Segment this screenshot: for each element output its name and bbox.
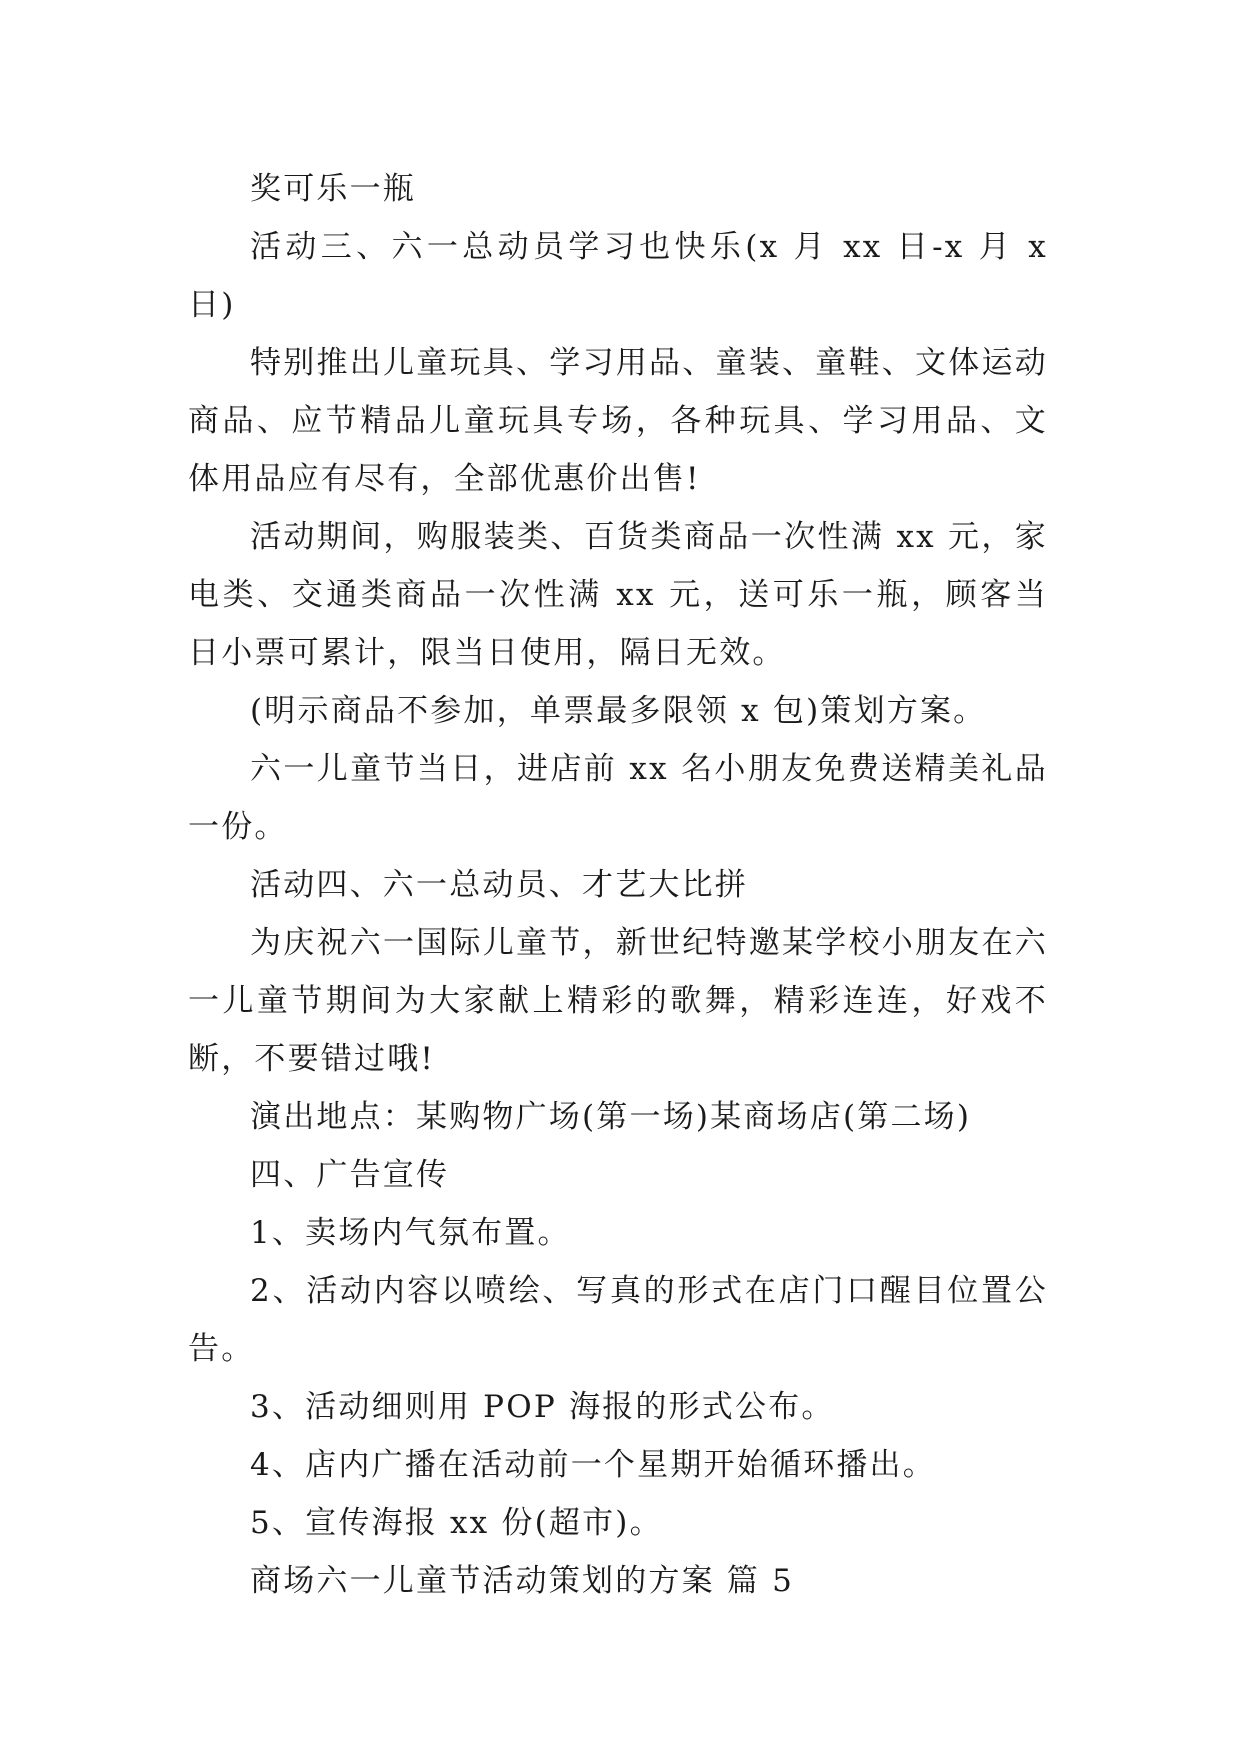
list-item-2: 2、活动内容以喷绘、写真的形式在店门口醒目位置公告。	[188, 1273, 1048, 1367]
section-heading-advertising: 四、广告宣传	[250, 1157, 450, 1193]
paragraph-performance-location: 演出地点：某购物广场(第一场)某商场店(第二场)	[250, 1099, 972, 1135]
paragraph-activity-three-heading: 活动三、六一总动员学习也快乐(x 月 xx 日-x 月 x 日)	[188, 229, 1048, 323]
paragraph-activity-three-products: 特别推出儿童玩具、学习用品、童装、童鞋、文体运动商品、应节精品儿童玩具专场，各种玩具、学习用品、文体用品应有尽有，全部优惠价出售!	[188, 345, 1048, 497]
list-item-1: 1、卖场内气氛布置。	[250, 1215, 571, 1251]
paragraph-activity-four-body: 为庆祝六一国际儿童节，新世纪特邀某学校小朋友在六一儿童节期间为大家献上精彩的歌舞，精彩连连，好戏不断，不要错过哦!	[188, 925, 1048, 1077]
paragraph-activity-period: 活动期间，购服装类、百货类商品一次性满 xx 元，家电类、交通类商品一次性满 xx 元，送可乐一瓶，顾客当日小票可累计，限当日使用，隔日无效。	[188, 519, 1048, 671]
paragraph-prize-line: 奖可乐一瓶	[250, 171, 416, 207]
paragraph-childrens-day-gift: 六一儿童节当日，进店前 xx 名小朋友免费送精美礼品一份。	[188, 751, 1048, 845]
list-item-4: 4、店内广播在活动前一个星期开始循环播出。	[250, 1447, 936, 1483]
paragraph-exclusion-note: (明示商品不参加，单票最多限领 x 包)策划方案。	[250, 693, 987, 729]
list-item-3: 3、活动细则用 POP 海报的形式公布。	[250, 1389, 835, 1425]
list-item-5: 5、宣传海报 xx 份(超市)。	[250, 1505, 663, 1541]
paragraph-activity-four-heading: 活动四、六一总动员、才艺大比拼	[250, 867, 748, 903]
document-body	[188, 160, 1048, 1610]
next-section-title: 商场六一儿童节活动策划的方案 篇 5	[250, 1563, 795, 1599]
